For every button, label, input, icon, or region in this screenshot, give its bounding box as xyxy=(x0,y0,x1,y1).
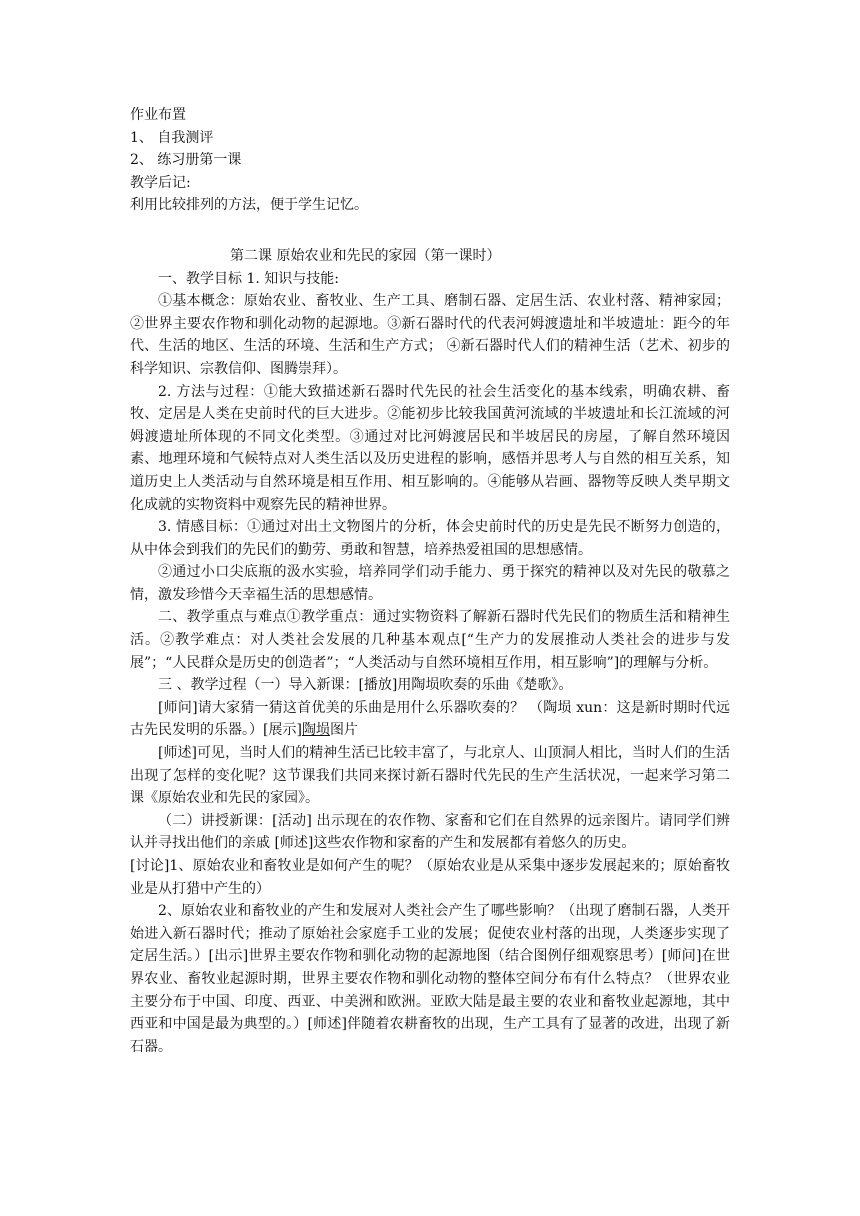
lesson-paragraph: （二）讲授新课：[活动] 出示现在的农作物、家畜和它们在自然界的远亲图片。请同学们辨认并寻找出他们的亲戚 [师述]这些农作物和家畜的产生和发展都有着悠久的历史。 xyxy=(130,812,730,852)
lesson-paragraph: 三 、教学过程（一）导入新课：[播放]用陶埙吹奏的乐曲《楚歌》。 xyxy=(158,677,573,694)
lesson-paragraph: ①基本概念：原始农业、畜牧业、生产工具、磨制石器、定居生活、农业村落、精神家园；②世界主要农作物和驯化动物的起源地。③新石器时代的代表河姆渡遗址和半坡遗址：距今的年代、生活的地区、生活的环境、生活和生产方式； ④新石器时代人们的精神生活（艺术、初步的科学知识、宗教信仰、图腾崇拜）。 xyxy=(130,293,730,377)
lesson-paragraph: 3. 情感目标：①通过对出土文物图片的分析，体会史前时代的历史是先民不断努力创造的，从中体会到我们的先民们的勤劳、勇敢和智慧，培养热爱祖国的思想感情。 xyxy=(130,519,730,558)
document-page xyxy=(130,104,730,1058)
homework-heading: 作业布置 xyxy=(130,107,186,123)
postscript-heading: 教学后记: xyxy=(130,174,191,191)
lesson-paragraph: 二、教学重点与难点①教学重点：通过实物资料了解新石器时代先民们的物质生活和精神生活。②教学难点：对人类社会发展的几种基本观点[“生产力的发展推动人类社会的进步与发展”；“人民群众是历史的创造者”；“人类活动与自然环境相互作用，相互影响”]的理解与分析。 xyxy=(130,609,730,671)
lesson-title: 第二课 原始农业和先民的家园（第一课时） xyxy=(230,247,501,264)
lesson-paragraph: [师述]可见，当时人们的精神生活已比较丰富了，与北京人、山顶洞人相比，当时人们的生活出现了怎样的变化呢？这节课我们共同来探讨新石器时代先民的生产生活状况，一起来学习第二课《原始农业和先民的家园》。 xyxy=(130,745,730,807)
teacher-question-paragraph xyxy=(130,697,730,742)
postscript-text: 利用比较排列的方法，便于学生记忆。 xyxy=(130,197,368,214)
lesson-paragraph: 一、教学目标 1. 知识与技能: xyxy=(158,270,339,287)
taoxun-underlined: 陶埙 xyxy=(301,722,330,739)
homework-item: 1、 自我测评 xyxy=(130,129,214,146)
lesson-paragraph: 2. 方法与过程：①能大致描述新石器时代先民的社会生活变化的基本线索，明确农耕、畜牧、定居是人类在史前时代的巨大进步。②能初步比较我国黄河流域的半坡遗址和长江流域的河姆渡遗址所体现的不同文化类型。③通过对比河姆渡居民和半坡居民的房屋，了解自然环境因素、地理环境和气候特点对人类生活以及历史进程的影响，感悟并思考人与自然的相互关系，知道历史上人类活动与自然环境是相互作用、相互影响的。④能够从岩画、器物等反映人类早期文化成就的实物资料中观察先民的精神世界。 xyxy=(130,383,730,513)
teacher-question-suffix: 图片 xyxy=(329,722,358,739)
discussion-paragraph: [讨论]1、原始农业和畜牧业是如何产生的呢？（原始农业是从采集中逐步发展起来的；原始畜牧业是从打猎中产生的） xyxy=(130,858,730,897)
teacher-question-text: [师问]请大家猜一猜这首优美的乐曲是用什么乐器吹奏的？ （陶埙 xun：这是新时期时代远古先民发明的乐器。）[展示] xyxy=(130,699,730,739)
homework-item: 2、 练习册第一课 xyxy=(130,152,242,169)
lesson-paragraph: ②通过小口尖底瓶的汲水实验，培养同学们动手能力、勇于探究的精神以及对先民的敬慕之情，激发珍惜今天幸福生活的思想感情。 xyxy=(130,564,730,603)
lesson-paragraph: 2、原始农业和畜牧业的产生和发展对人类社会产生了哪些影响？（出现了磨制石器，人类开始进入新石器时代；推动了原始社会家庭手工业的发展；促使农业村落的出现，人类逐步实现了定居生活。）[出示]世界主要农作物和驯化动物的起源地图（结合图例仔细观察思考）[师问]在世界农业、畜牧业起源时期，世界主要农作物和驯化动物的整体空间分布有什么特点？（世界农业主要分布于中国、印度、西亚、中美洲和欧洲。亚欧大陆是最主要的农业和畜牧业起源地，其中西亚和中国是最为典型的。）[师述]伴随着农耕畜牧的出现，生产工具有了显著的改进，出现了新石器。 xyxy=(130,903,730,1055)
